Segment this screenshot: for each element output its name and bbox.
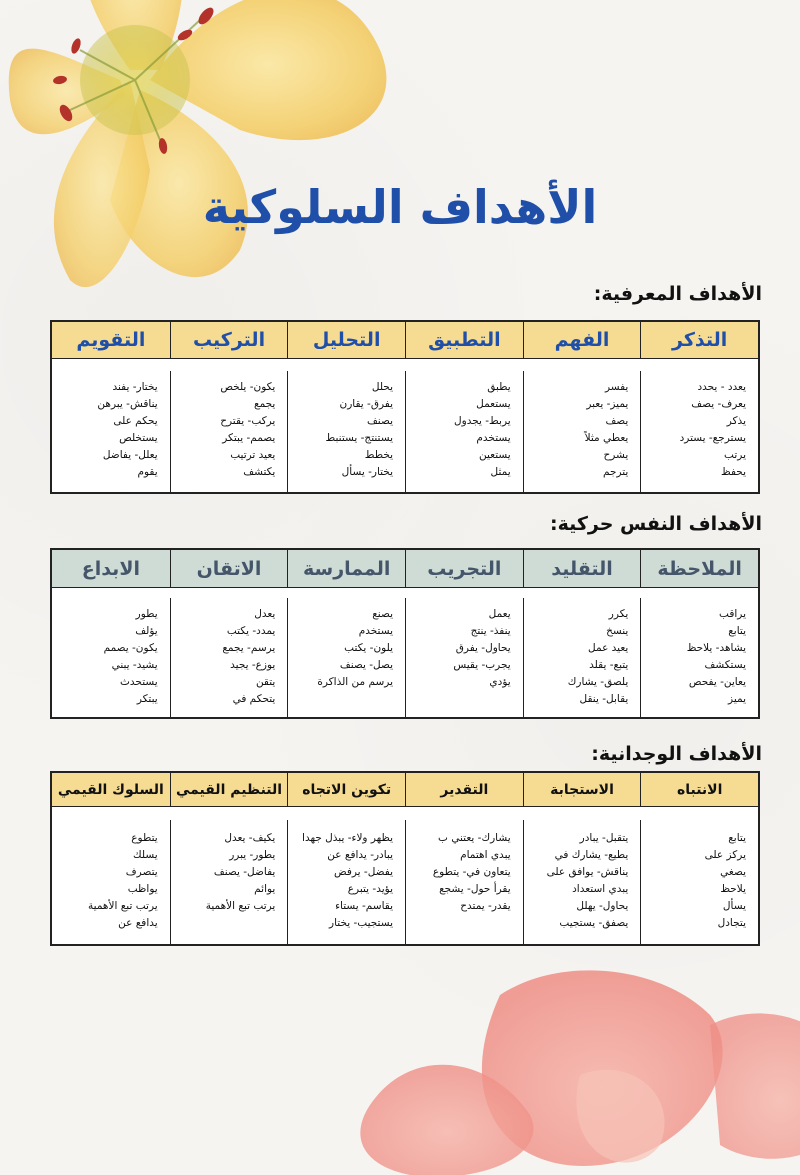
- section-heading-affective: الأهداف الوجدانية:: [591, 743, 762, 765]
- section-heading-cognitive: الأهداف المعرفية:: [593, 283, 762, 305]
- affective-objectives-table: [50, 771, 760, 946]
- cognitive-objectives-table: [50, 320, 760, 494]
- column-header: الممارسة: [287, 550, 405, 588]
- list-item: يبدي اهتمام: [460, 848, 511, 861]
- column-cell: [287, 598, 405, 718]
- list-item: يميز- يعبر: [586, 397, 629, 410]
- list-item: يستنتج- يستنبط: [325, 431, 394, 444]
- list-item: يؤدي: [489, 675, 511, 688]
- list-item: يطور: [135, 607, 158, 620]
- list-item: يتحكم في: [232, 692, 276, 705]
- list-item: يعدد - يحدد: [697, 380, 746, 393]
- column-cell: [170, 598, 288, 718]
- column-header: التجريب: [405, 550, 523, 588]
- column-cell: [405, 820, 523, 945]
- column-cell: [52, 371, 170, 493]
- list-item: يعلل- يفاضل: [102, 448, 158, 461]
- list-item: يبادر- يدافع عن: [327, 848, 394, 861]
- list-item: يستخدم: [476, 431, 511, 444]
- list-item: يواظب: [127, 882, 158, 895]
- list-item: يتجادل: [717, 916, 746, 929]
- list-item: يكيف- يعدل: [224, 831, 276, 844]
- list-item: يمثل: [490, 465, 511, 478]
- list-item: يقابل- ينقل: [579, 692, 629, 705]
- list-item: يمدد- يكتب: [226, 624, 276, 637]
- list-item: يكون- يلخص: [220, 380, 276, 393]
- list-item: يعاين- يفحص: [688, 675, 746, 688]
- list-item: يكون- يصمم: [103, 641, 158, 654]
- list-item: يرسم- يجمع: [222, 641, 276, 654]
- list-item: يربط- يجدول: [454, 414, 511, 427]
- list-item: يعيد ترتيب: [230, 448, 276, 461]
- list-item: يبتكر: [136, 692, 158, 705]
- column-cell: [170, 820, 288, 945]
- column-header: التذكر: [640, 322, 758, 359]
- column-header: الابداع: [52, 550, 170, 588]
- column-cell: [287, 371, 405, 493]
- column-cell: [640, 598, 758, 718]
- column-header: الانتباه: [640, 773, 758, 807]
- list-item: يحلل: [371, 380, 394, 393]
- list-item: يستخدم: [358, 624, 394, 637]
- list-item: يذكر: [726, 414, 746, 427]
- section-heading-psychomotor: الأهداف النفس حركية:: [550, 513, 762, 535]
- list-item: يشيد- يبني: [111, 658, 158, 671]
- list-item: يقرأ حول- يشجع: [439, 882, 511, 895]
- column-header: التطبيق: [405, 322, 523, 359]
- column-header: تكوين الاتجاه: [287, 773, 405, 807]
- column-header: الفهم: [523, 322, 641, 359]
- list-item: يخطط: [364, 448, 394, 461]
- list-item: يفضل- يرفض: [333, 865, 394, 878]
- list-item: يطبق: [487, 380, 511, 393]
- column-cell: [287, 820, 405, 945]
- column-cell: [405, 598, 523, 718]
- list-item: يرتب تبع الأهمية: [88, 899, 158, 912]
- list-item: يلون- يكتب: [344, 641, 394, 654]
- list-item: يركب- يقترح: [220, 414, 276, 427]
- list-item: يطيع- يشارك في: [554, 848, 629, 861]
- page-title: الأهداف السلوكية: [202, 180, 598, 234]
- list-item: يدافع عن: [118, 916, 158, 929]
- list-item: يعمل: [488, 607, 511, 620]
- list-item: يرسم من الذاكرة: [317, 675, 394, 688]
- list-item: يحكم على: [113, 414, 158, 427]
- list-item: يتقن: [255, 675, 276, 688]
- list-item: يشرح: [603, 448, 629, 461]
- list-item: يصمم- يبتكر: [222, 431, 276, 444]
- column-cell: [52, 820, 170, 945]
- list-item: يحاول- يهلل: [576, 899, 629, 912]
- list-item: يطور- يبرر: [229, 848, 276, 861]
- list-item: يصنف: [366, 414, 394, 427]
- column-header: التركيب: [170, 322, 288, 359]
- list-item: يقاسم- يستاء: [335, 899, 394, 912]
- column-cell: [640, 820, 758, 945]
- column-cell: [640, 371, 758, 493]
- list-item: يرتب: [724, 448, 746, 461]
- list-item: يجمع: [253, 397, 276, 410]
- list-item: يختار- يسأل: [341, 465, 394, 478]
- column-header: الاستجابة: [523, 773, 641, 807]
- list-item: يفرق- يقارن: [339, 397, 394, 410]
- list-item: يستكشف: [704, 658, 746, 671]
- list-item: يلصق- يشارك: [567, 675, 629, 688]
- list-item: يظهر ولاء- يبذل جهدا: [302, 831, 394, 844]
- list-item: يقدر- يمتدح: [460, 899, 511, 912]
- column-cell: [170, 371, 288, 493]
- list-item: يصغي: [720, 865, 746, 878]
- column-cell: [523, 820, 641, 945]
- list-item: يناقش- يوافق على: [546, 865, 629, 878]
- column-cell: [523, 598, 641, 718]
- list-item: يلاحظ: [720, 882, 746, 895]
- list-item: يؤيد- يتبرع: [347, 882, 394, 895]
- list-item: يستعين: [478, 448, 511, 461]
- list-item: يصفق- يستجيب: [559, 916, 629, 929]
- list-item: يعدل: [254, 607, 276, 620]
- list-item: يتابع: [728, 831, 746, 844]
- list-item: يناقش- يبرهن: [97, 397, 158, 410]
- column-header: الملاحظة: [640, 550, 758, 588]
- list-item: يوزع- يجيد: [230, 658, 276, 671]
- list-item: ينفذ- ينتج: [470, 624, 511, 637]
- list-item: يفاضل- يصنف: [213, 865, 276, 878]
- list-item: يصنع: [372, 607, 394, 620]
- list-item: يحاول- يفرق: [455, 641, 511, 654]
- list-item: يصل- يصنف: [339, 658, 394, 671]
- column-header: التحليل: [287, 322, 405, 359]
- list-item: يعطي مثلاً: [584, 431, 629, 444]
- list-item: يتطوع: [131, 831, 158, 844]
- list-item: ينسخ: [606, 624, 629, 637]
- list-item: يتابع: [728, 624, 746, 637]
- list-item: يسترجع- يسترد: [679, 431, 746, 444]
- list-item: يشارك- يعتني ب: [438, 831, 511, 844]
- list-item: يتقبل- يبادر: [579, 831, 629, 844]
- list-item: يعرف- يصف: [691, 397, 746, 410]
- list-item: يراقب: [719, 607, 746, 620]
- list-item: يؤلف: [135, 624, 158, 637]
- column-cell: [523, 371, 641, 493]
- list-item: يتعاون في- يتطوع: [432, 865, 511, 878]
- psychomotor-objectives-table: [50, 548, 760, 719]
- list-item: يكتشف: [243, 465, 276, 478]
- column-cell: [405, 371, 523, 493]
- column-header: التنظيم القيمي: [170, 773, 288, 807]
- list-item: يركز على: [704, 848, 746, 861]
- list-item: يسأل: [722, 899, 746, 912]
- list-item: يتبع- يقلد: [589, 658, 629, 671]
- list-item: يستحدث: [120, 675, 158, 688]
- list-item: يرتب تبع الأهمية: [205, 899, 276, 912]
- yellow-flower-illustration: [0, 0, 470, 310]
- column-header: الاتقان: [170, 550, 288, 588]
- column-header: التقليد: [523, 550, 641, 588]
- list-item: يترجم: [602, 465, 629, 478]
- list-item: يوائم: [254, 882, 276, 895]
- column-header: السلوك القيمي: [52, 773, 170, 807]
- list-item: يصف: [605, 414, 629, 427]
- list-item: يعيد عمل: [588, 641, 629, 654]
- list-item: يتصرف: [125, 865, 158, 878]
- list-item: يستجيب- يختار: [329, 916, 394, 929]
- list-item: يبدي استعداد: [572, 882, 629, 895]
- pink-flower-illustration: [330, 955, 800, 1175]
- column-cell: [52, 598, 170, 718]
- list-item: يميز: [728, 692, 746, 705]
- list-item: يقوم: [137, 465, 158, 478]
- list-item: يحفظ: [721, 465, 746, 478]
- list-item: يختار- يفند: [112, 380, 158, 393]
- list-item: يستعمل: [476, 397, 511, 410]
- list-item: يجرب- يقيس: [453, 658, 511, 671]
- list-item: يكرر: [608, 607, 629, 620]
- column-header: التقدير: [405, 773, 523, 807]
- list-item: يستخلص: [119, 431, 158, 444]
- column-header: التقويم: [52, 322, 170, 359]
- list-item: يفسر: [604, 380, 629, 393]
- list-item: يشاهد- يلاحظ: [686, 641, 746, 654]
- list-item: يسلك: [133, 848, 158, 861]
